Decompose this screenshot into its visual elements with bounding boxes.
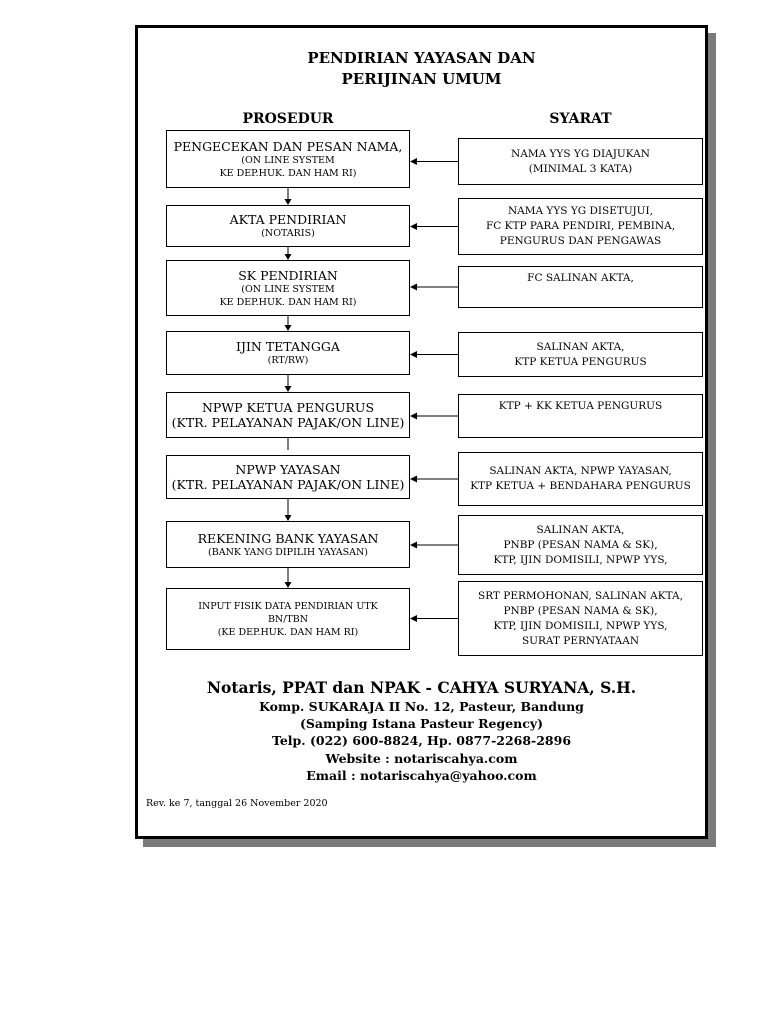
requirement-arrowhead <box>410 223 417 230</box>
prosedur-step-label: AKTA PENDIRIAN <box>229 212 347 227</box>
syarat-line: NAMA YYS YG DIAJUKAN <box>511 147 650 160</box>
notary-address: Komp. SUKARAJA II No. 12, Pasteur, Bandung <box>259 699 584 714</box>
syarat-line: SRT PERMOHONAN, SALINAN AKTA, <box>478 589 683 602</box>
prosedur-step-note: (KE DEP.HUK. DAN HAM RI) <box>217 626 359 638</box>
syarat-requirement-7 <box>458 515 703 575</box>
notary-name: Notaris, PPAT dan NPAK - CAHYA SURYANA, S.H. <box>206 678 637 697</box>
syarat-line: FC SALINAN AKTA, <box>527 272 634 284</box>
prosedur-step-note: KE DEP.HUK. DAN HAM RI) <box>219 167 357 179</box>
prosedur-step-6 <box>166 455 410 499</box>
syarat-requirement-8 <box>458 581 703 656</box>
syarat-line: PENGURUS DAN PENGAWAS <box>499 235 662 247</box>
revision-note: Rev. ke 7, tanggal 26 November 2020 <box>146 798 328 809</box>
prosedur-step-note: (ON LINE SYSTEM <box>241 154 335 166</box>
syarat-line: (MINIMAL 3 KATA) <box>528 162 633 175</box>
syarat-line: SURAT PERNYATAAN <box>521 634 640 647</box>
requirement-arrowhead <box>410 542 417 549</box>
syarat-line: KTP + KK KETUA PENGURUS <box>498 400 663 412</box>
syarat-requirement-2 <box>458 198 703 255</box>
prosedur-step-note: (BANK YANG DIPILIH YAYASAN) <box>208 546 368 558</box>
notary-phone: Telp. (022) 600-8824, Hp. 0877-2268-2896 <box>271 733 572 748</box>
syarat-requirement-4 <box>458 332 703 377</box>
notary-email: Email : notariscahya@yahoo.com <box>306 768 537 783</box>
prosedur-step-label: NPWP YAYASAN <box>235 462 341 477</box>
requirement-arrowhead <box>410 351 417 358</box>
requirement-arrowhead <box>410 476 417 483</box>
requirement-arrowhead <box>410 284 417 291</box>
prosedur-step-note: (RT/RW) <box>267 355 309 366</box>
requirement-arrowhead <box>410 158 417 165</box>
prosedur-step-5 <box>166 392 410 438</box>
syarat-line: PNBP (PESAN NAMA & SK), <box>503 538 658 551</box>
prosedur-step-label: REKENING BANK YAYASAN <box>197 530 379 546</box>
prosedur-step-label: (KTR. PELAYANAN PAJAK/ON LINE) <box>171 477 405 492</box>
prosedur-step-1 <box>166 130 410 188</box>
syarat-line: KTP, IJIN DOMISILI, NPWP YYS, <box>493 619 668 632</box>
syarat-line: SALINAN AKTA, <box>536 523 625 536</box>
prosedur-step-note: INPUT FISIK DATA PENDIRIAN UTK <box>198 600 378 612</box>
prosedur-step-label: SK PENDIRIAN <box>238 267 338 283</box>
syarat-requirement-6 <box>458 452 703 506</box>
syarat-line: NAMA YYS YG DISETUJUI, <box>507 205 654 217</box>
requirement-arrowhead <box>410 413 417 420</box>
syarat-requirement-5 <box>458 394 703 438</box>
syarat-line: KTP KETUA + BENDAHARA PENGURUS <box>470 480 691 492</box>
title-line-1: PENDIRIAN YAYASAN DAN <box>307 49 536 67</box>
prosedur-step-label: (KTR. PELAYANAN PAJAK/ON LINE) <box>171 415 405 430</box>
prosedur-step-2 <box>166 205 410 247</box>
column-header-syarat: SYARAT <box>549 111 612 127</box>
prosedur-step-label: IJIN TETANGGA <box>236 339 340 354</box>
prosedur-step-3 <box>166 260 410 316</box>
notary-website: Website : notariscahya.com <box>325 751 518 766</box>
prosedur-step-8 <box>166 588 410 650</box>
syarat-line: KTP KETUA PENGURUS <box>514 355 647 368</box>
prosedur-step-label: NPWP KETUA PENGURUS <box>201 400 375 415</box>
prosedur-step-7 <box>166 521 410 568</box>
document-page <box>135 25 708 839</box>
column-header-prosedur: PROSEDUR <box>242 111 334 127</box>
syarat-line: FC KTP PARA PENDIRI, PEMBINA, <box>485 220 676 232</box>
prosedur-step-4 <box>166 331 410 375</box>
prosedur-step-note: (ON LINE SYSTEM <box>241 283 335 295</box>
prosedur-step-note: BN/TBN <box>267 613 309 625</box>
requirement-arrowhead <box>410 615 417 622</box>
syarat-line: KTP, IJIN DOMISILI, NPWP YYS, <box>493 553 668 566</box>
syarat-line: SALINAN AKTA, NPWP YAYASAN, <box>489 465 672 477</box>
prosedur-step-note: (NOTARIS) <box>261 228 315 239</box>
syarat-line: SALINAN AKTA, <box>536 340 625 353</box>
syarat-line: PNBP (PESAN NAMA & SK), <box>503 604 658 617</box>
title-line-2: PERIJINAN UMUM <box>341 70 502 88</box>
syarat-requirement-3 <box>458 266 703 308</box>
syarat-requirement-1 <box>458 138 703 185</box>
prosedur-step-label: PENGECEKAN DAN PESAN NAMA, <box>173 138 403 154</box>
notary-landmark: (Samping Istana Pasteur Regency) <box>299 716 544 731</box>
prosedur-step-note: KE DEP.HUK. DAN HAM RI) <box>219 296 357 308</box>
